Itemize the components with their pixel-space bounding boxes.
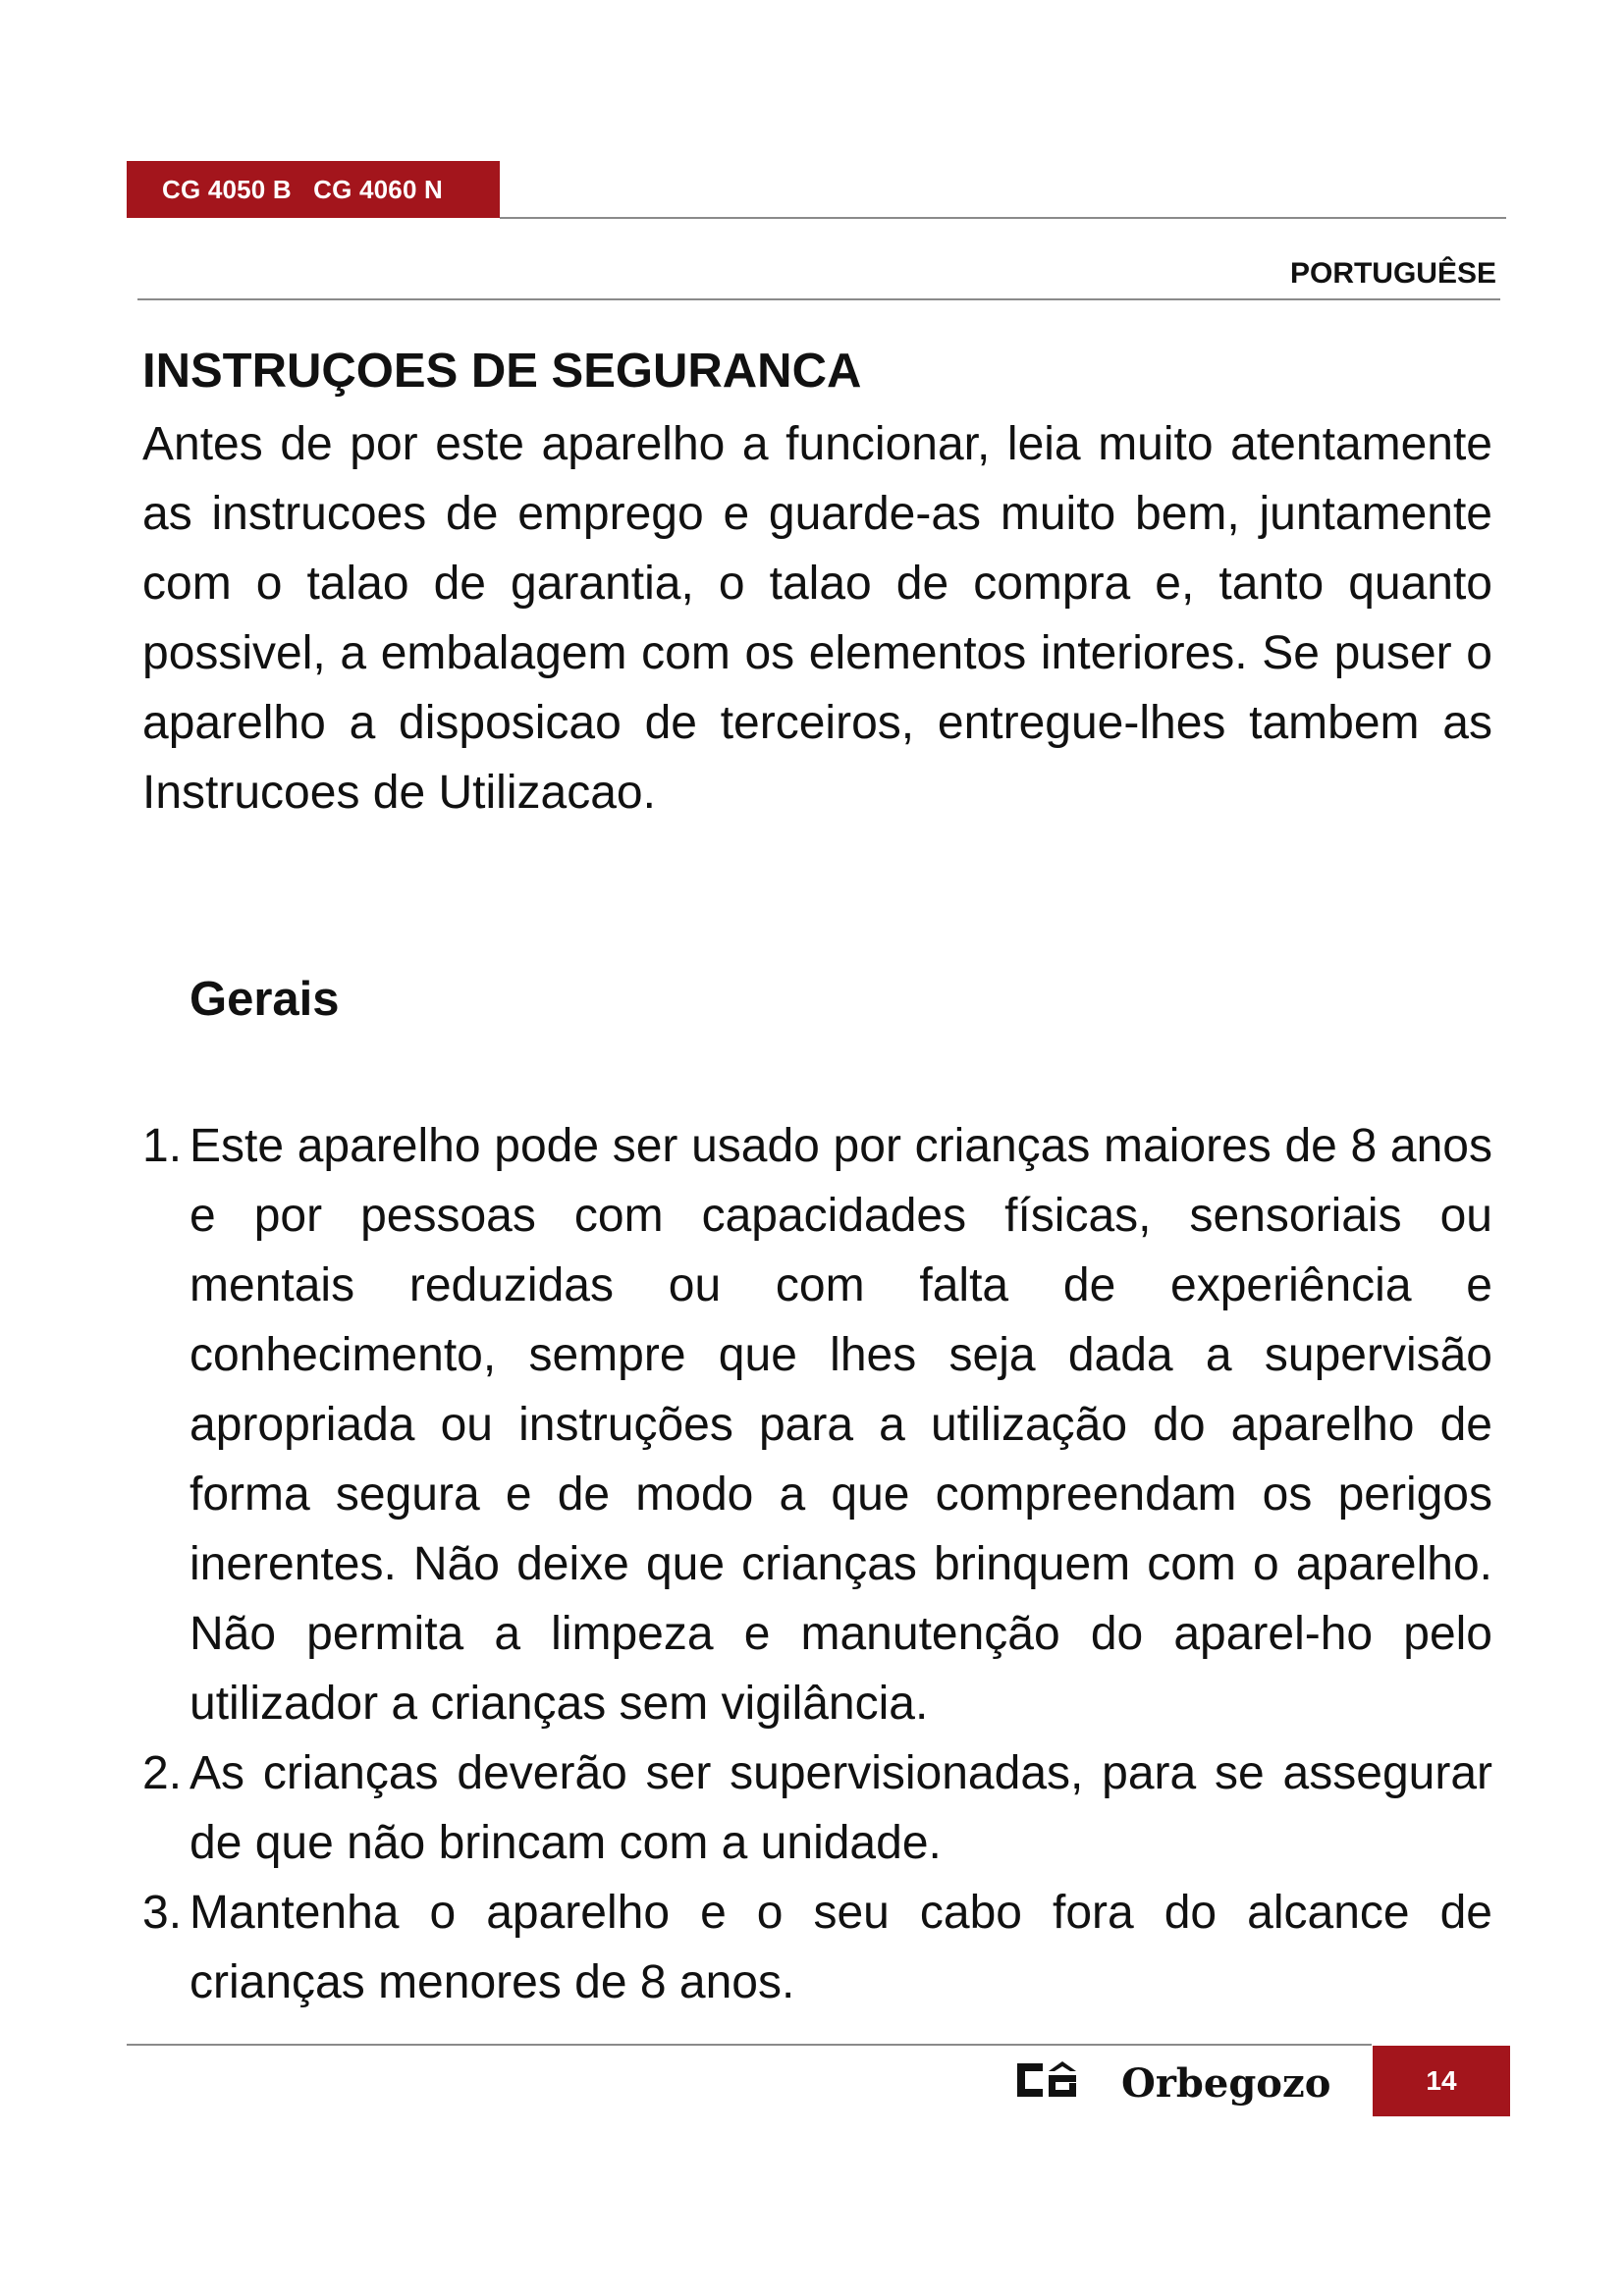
list-item-number: 3. [142, 1887, 183, 1939]
header-rule-bottom [137, 298, 1500, 300]
cg-mark-icon [1017, 2061, 1076, 2097]
list-item-text: As crianças deverão ser supervisionadas, para se assegurar de que não brincam com a unidade. [189, 1747, 1492, 1869]
section-title: INSTRUÇOES DE SEGURANCA [142, 345, 862, 398]
list-item-text: Mantenha o aparelho e o seu cabo fora do alcance de crianças menores de 8 anos. [189, 1887, 1492, 2008]
header-rule-top [500, 217, 1506, 219]
list-item [142, 1111, 1492, 1738]
subsection-title: Gerais [189, 973, 340, 1026]
list-item-text: Este aparelho pode ser usado por crianças maiores de 8 anos e por pessoas com capacidades físicas, sensoriais ou mentais reduzidas ou com falta de experiência e conhecimento, sempre que lhes seja dada a supervisão apropriada ou instruções para a utilização do aparelho de forma segura e de modo a que compreendam os perigos inerentes. Não deixe que crianças brinquem com o aparelho. Não permita a limpeza e manutenção do aparel-ho pelo utilizador a crianças sem vigilância. [189, 1120, 1492, 1730]
intro-paragraph: Antes de por este aparelho a funcionar, leia muito atentamente as instrucoes de emprego e guarde-as muito bem, juntamente com o talao de garantia, o talao de compra e, tanto quanto possivel, a embalagem com os elementos interiores. Se puser o aparelho a disposicao de terceiros, entregue-lhes tambem as Instrucoes de Utilizacao. [142, 418, 1492, 819]
footer-rule [127, 2044, 1372, 2046]
brand-logo [1011, 2052, 1355, 2109]
page-number: 14 [1373, 2046, 1510, 2116]
list-item-number: 1. [142, 1120, 183, 1172]
language-label: PORTUGUÊSE [1289, 257, 1496, 290]
brand-wordmark: Orbegozo [1121, 2060, 1331, 2107]
safety-list [142, 1111, 1492, 2017]
list-item-number: 2. [142, 1747, 183, 1799]
list-item [142, 1738, 1492, 1878]
list-item [142, 1878, 1492, 2017]
model-label: CG 4050 B CG 4060 N [127, 161, 500, 218]
